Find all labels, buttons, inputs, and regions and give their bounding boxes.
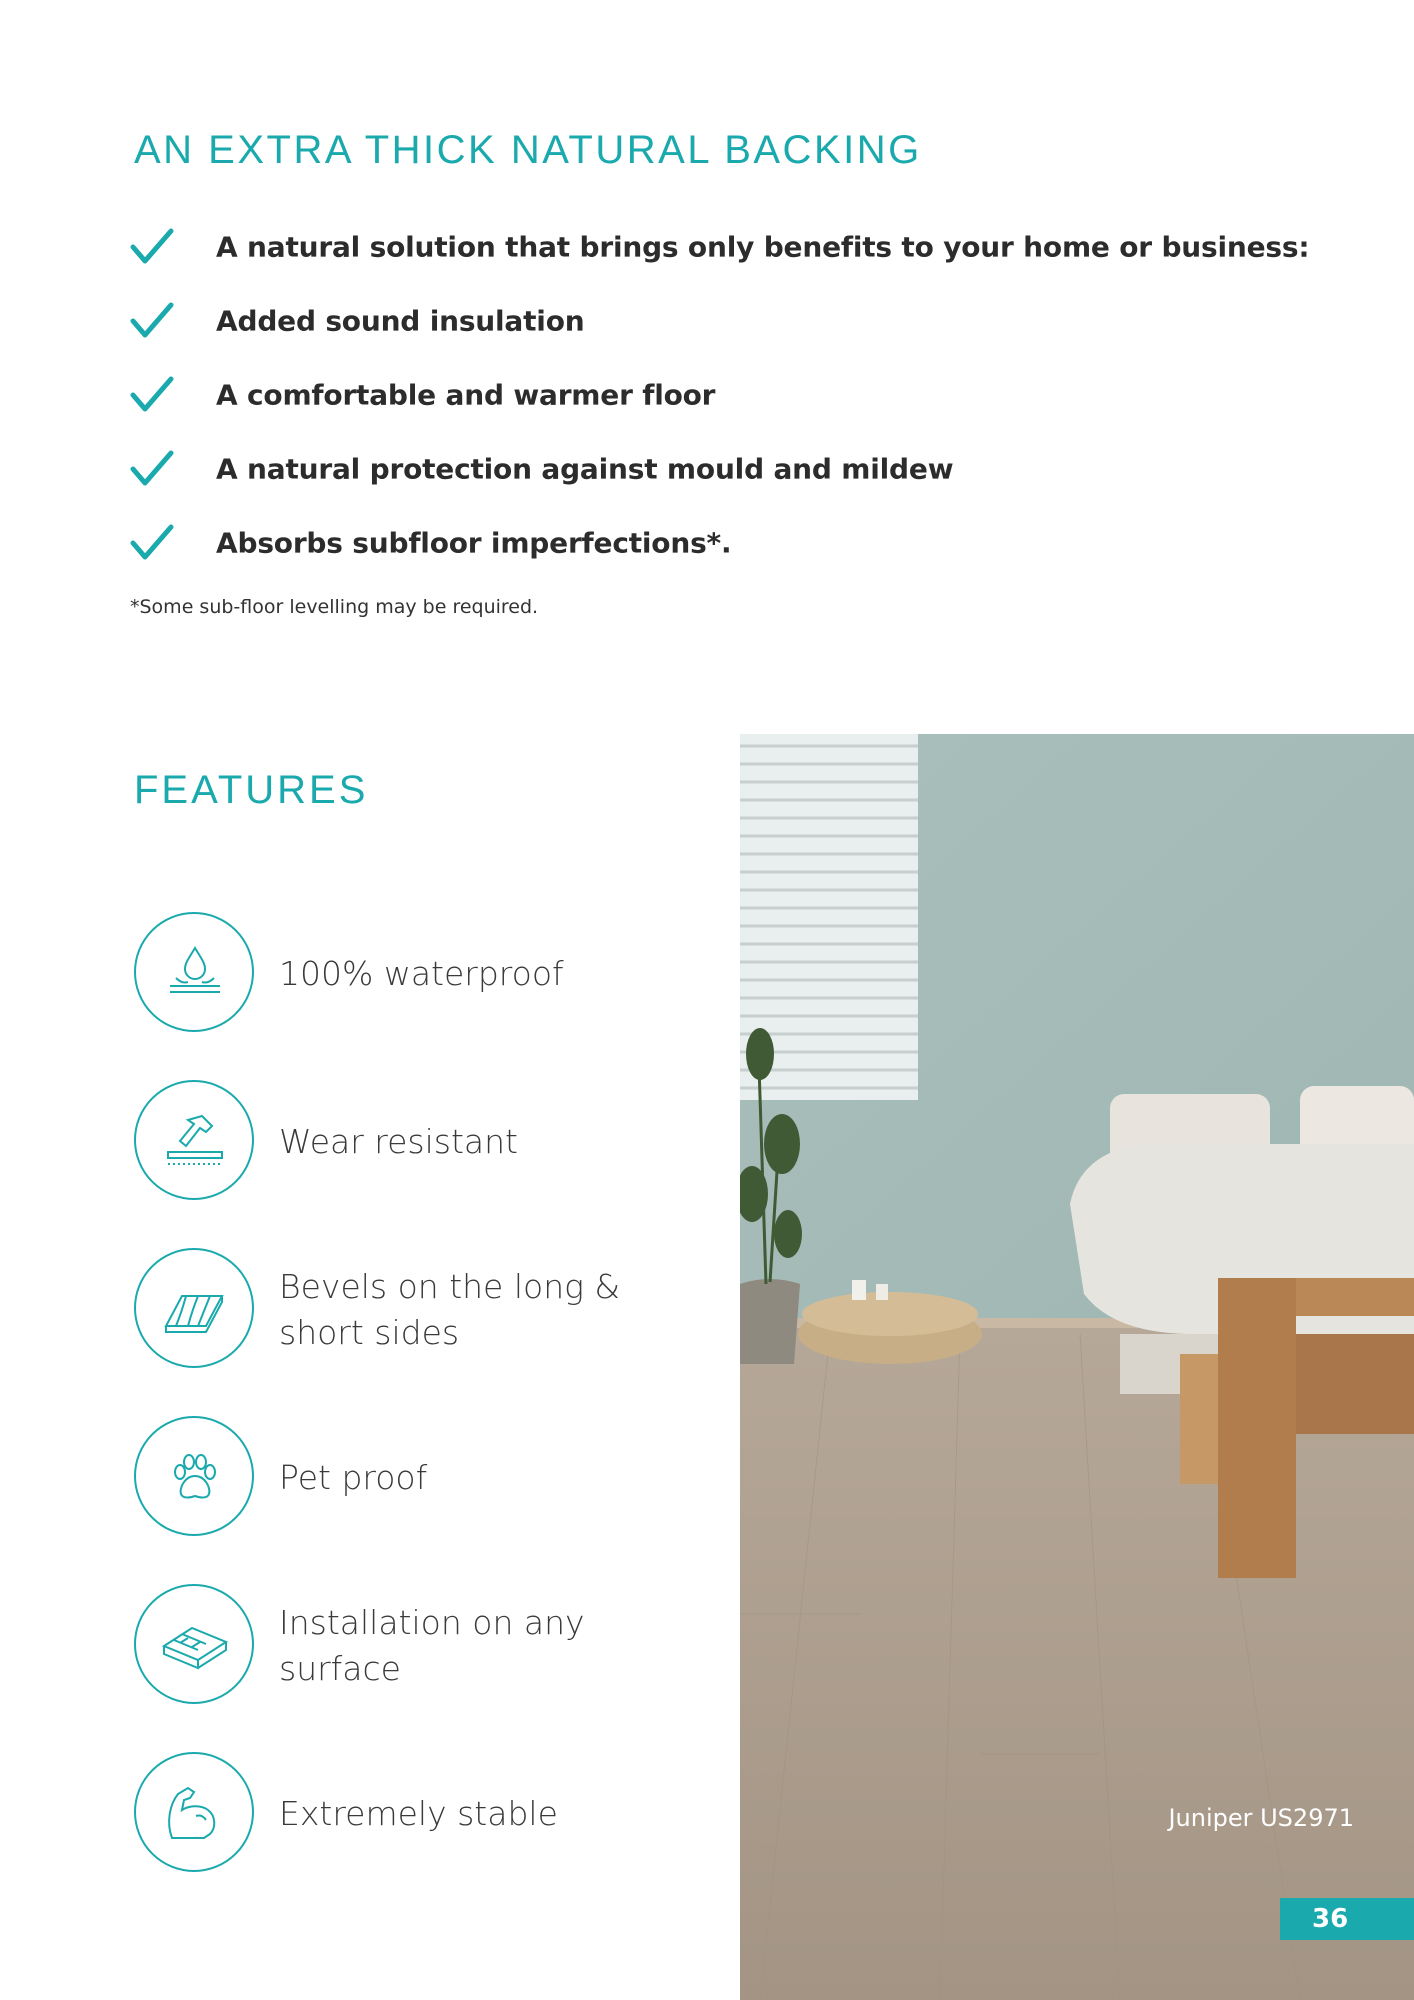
benefit-item: [130, 506, 732, 580]
benefit-item: [130, 358, 716, 432]
benefit-item: [130, 210, 1310, 284]
feature-label: Installation on any surface: [279, 1603, 585, 1688]
feature-stable: [134, 1752, 694, 1876]
hammer-icon: [156, 1102, 234, 1180]
benefit-text: A natural solution that brings only benefits to your home or business:: [216, 230, 1310, 264]
strong-arm-icon: [156, 1774, 234, 1852]
check-icon: [130, 373, 174, 417]
feature-label: Pet proof: [279, 1458, 428, 1497]
footnote: *Some sub-floor levelling may be required.: [130, 596, 539, 618]
floor-layers-icon: [156, 1606, 234, 1684]
check-icon: [130, 299, 174, 343]
benefit-text: A comfortable and warmer floor: [216, 378, 716, 412]
bedroom-photo: [740, 734, 1414, 2000]
benefits-list: [130, 210, 1310, 580]
feature-pet-proof: [134, 1416, 694, 1540]
bevel-planks-icon: [156, 1270, 234, 1348]
water-drop-icon: [156, 934, 234, 1012]
paw-icon: [156, 1438, 234, 1516]
benefit-text: Absorbs subfloor imperfections*.: [216, 526, 732, 560]
page-number: 36: [1280, 1898, 1414, 1940]
feature-wear-resistant: [134, 1080, 694, 1204]
feature-label: Wear resistant: [279, 1122, 518, 1161]
check-icon: [130, 447, 174, 491]
feature-installation: [134, 1584, 694, 1708]
feature-bevels: [134, 1248, 694, 1372]
photo-caption: Juniper US2971: [1168, 1804, 1354, 1832]
feature-waterproof: [134, 912, 694, 1036]
feature-label: 100% waterproof: [279, 954, 564, 993]
feature-label: Extremely stable: [279, 1794, 558, 1833]
feature-label: Bevels on the long & short sides: [279, 1267, 621, 1352]
backing-title: AN EXTRA THICK NATURAL BACKING: [134, 128, 922, 172]
check-icon: [130, 225, 174, 269]
benefit-item: [130, 284, 585, 358]
benefit-text: A natural protection against mould and mildew: [216, 452, 954, 486]
check-icon: [130, 521, 174, 565]
features-title: FEATURES: [134, 768, 369, 812]
benefit-text: Added sound insulation: [216, 304, 585, 338]
benefit-item: [130, 432, 954, 506]
